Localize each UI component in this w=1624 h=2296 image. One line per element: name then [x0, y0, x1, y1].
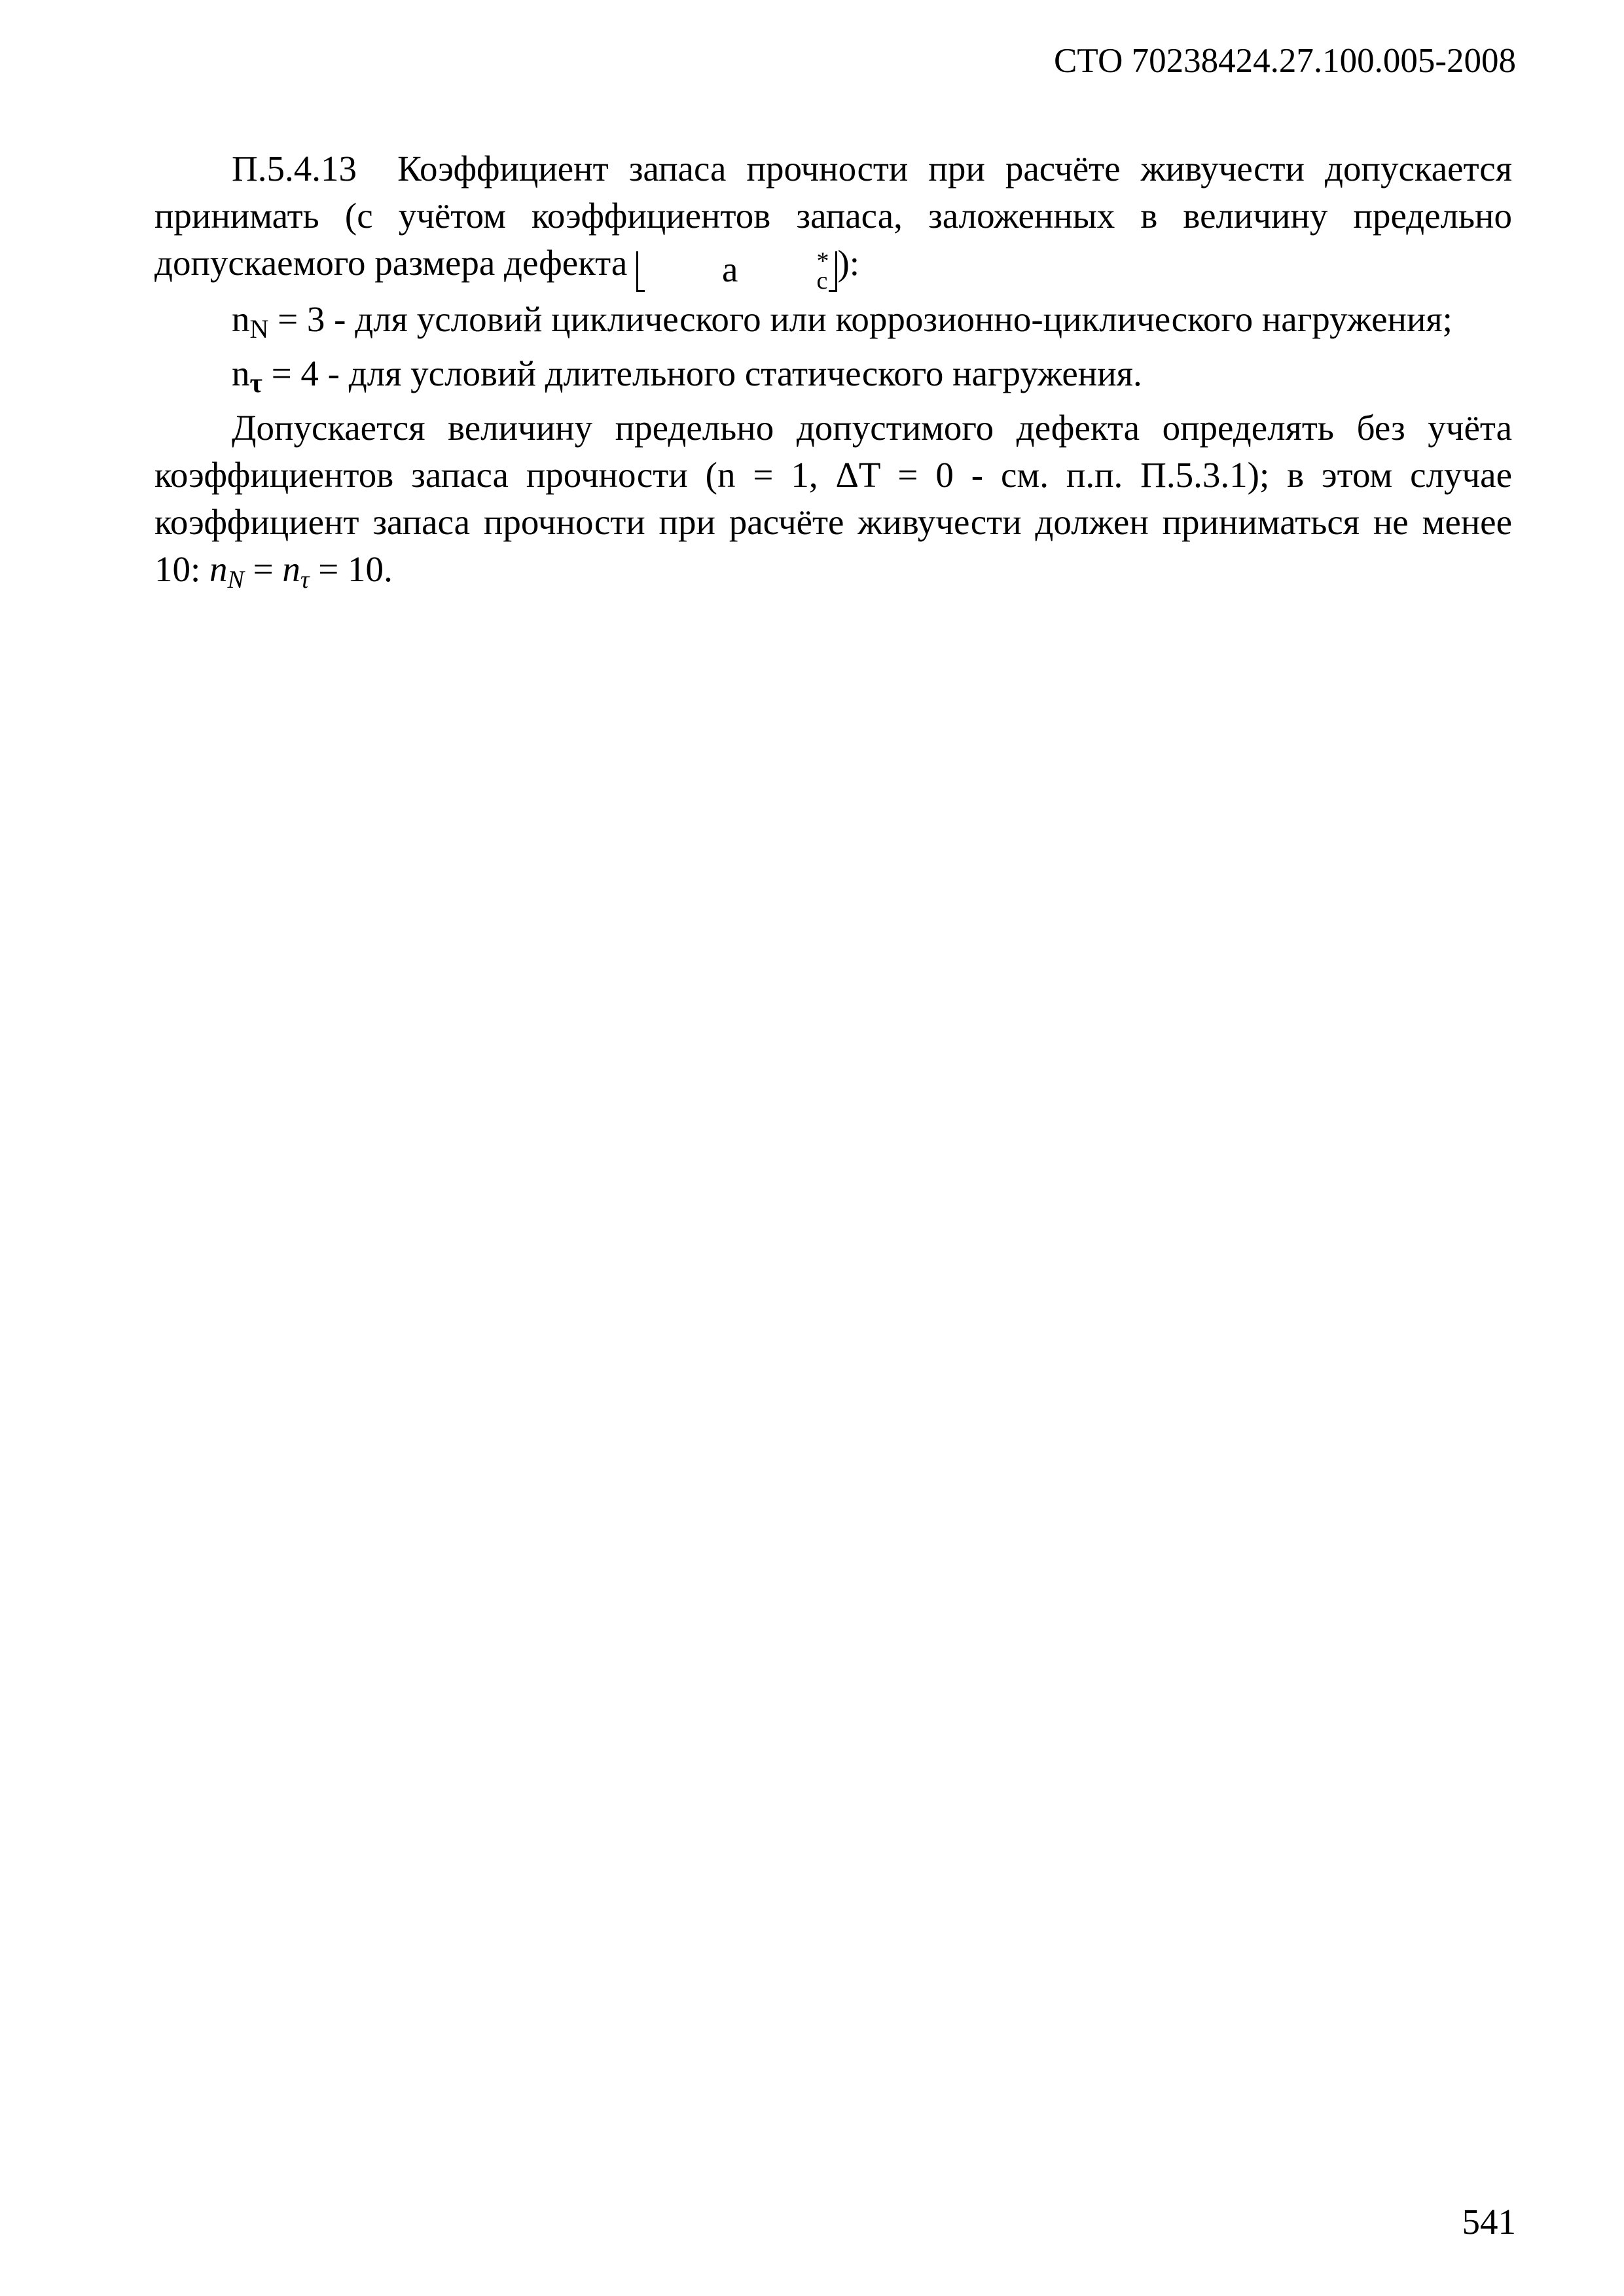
formula-symbol: n: [232, 353, 250, 393]
section-intro-text: Коэффициент запаса прочности при расчёте живучести допускается принимать (с учётом коэффициентов запаса, заложенных в величину предельно допускаемого размера дефекта: [154, 149, 1513, 283]
document-body: [154, 145, 1512, 597]
defect-symbol-subscript: c: [816, 267, 828, 295]
formula-symbol: n: [209, 549, 228, 589]
note-text-after: .: [384, 549, 393, 589]
formula-subscript: τ: [249, 368, 262, 399]
defect-symbol-base: a: [722, 249, 738, 289]
section-number: П.5.4.13: [232, 149, 357, 188]
section-paragraph: [154, 145, 1513, 295]
document-code-header: СТО 70238424.27.100.005-2008: [1054, 42, 1516, 80]
formula-subscript: N: [249, 314, 269, 344]
formula-value: = 10: [309, 549, 384, 589]
formula-n-equals-1: n = 1: [717, 455, 809, 495]
safety-factor-item-cyclic: [154, 296, 1512, 346]
note-text-before: Допускается величину предельно допустимого дефекта определять без учёта коэффициентов запаса прочности (: [154, 408, 1512, 495]
formula-min-safety-factor: [209, 549, 384, 594]
item-text: - для условий длительного статического нагружения.: [318, 353, 1142, 393]
formula-n-tau: [232, 353, 319, 399]
item-text: - для условий циклического или коррозионно-циклического нагружения;: [325, 299, 1453, 339]
page-number: 541: [1462, 2202, 1516, 2242]
note-text-middle: - см. п.п. П.5.3.1); в этом случае коэффициент запаса прочности при расчёте живучести должен приниматься не менее 10:: [154, 455, 1512, 589]
formula-subscript: N: [227, 566, 244, 594]
formula-symbol: n: [282, 549, 300, 589]
note-separator: ,: [808, 455, 836, 495]
formula-value: = 3: [268, 299, 325, 339]
formula-subscript: τ: [300, 566, 310, 594]
safety-factor-item-static: [154, 350, 1512, 401]
note-paragraph: [154, 404, 1512, 597]
formula-n-n: [232, 299, 325, 344]
formula-symbol: n: [232, 299, 250, 339]
formula-value: = 4: [262, 353, 319, 393]
defect-symbol-superscript: *: [816, 247, 829, 275]
formula-delta-t: ΔT = 0: [835, 455, 954, 495]
defect-size-symbol: [636, 247, 837, 295]
section-intro-tail: ):: [837, 243, 860, 283]
formula-equals: =: [244, 549, 283, 589]
